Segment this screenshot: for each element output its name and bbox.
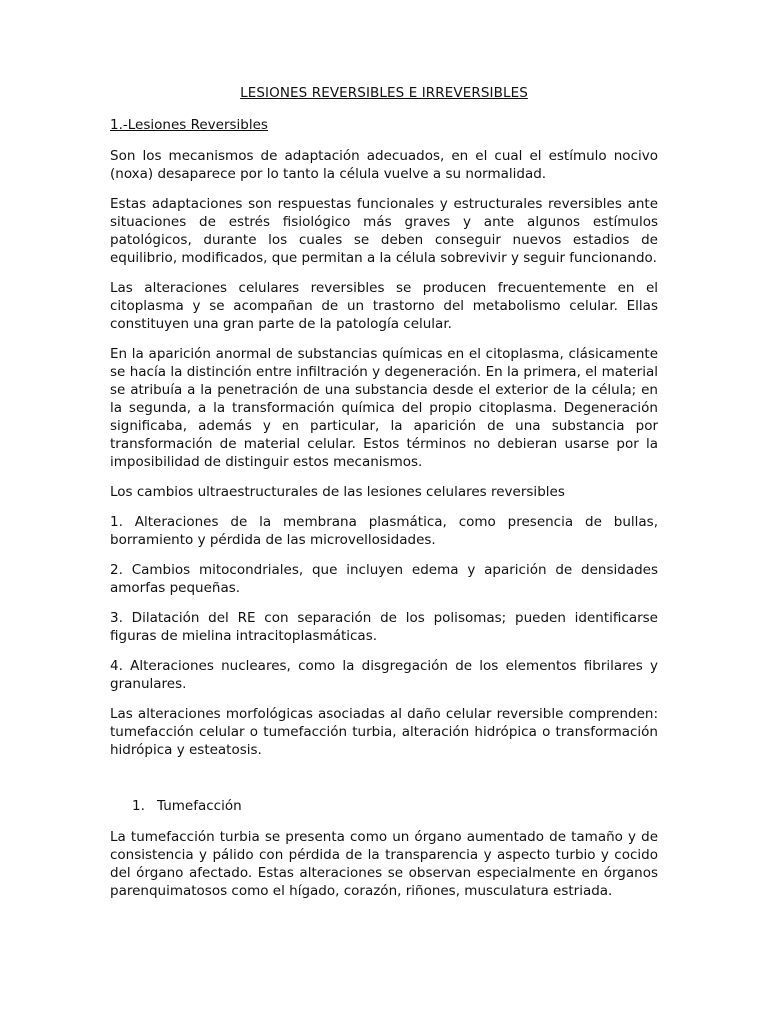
paragraph-item-4: 4. Alteraciones nucleares, como la disgregación de los elementos fibrilares y granulares. bbox=[110, 658, 658, 692]
numbered-heading-tumefaccion bbox=[110, 797, 658, 815]
section-heading: 1.-Lesiones Reversibles bbox=[110, 117, 268, 133]
paragraph-morphological: Las alteraciones morfológicas asociadas al daño celular reversible comprenden: tumefacción celular o tumefacción turbia, alteración hidrópica o transformación hidrópica y esteatosis. bbox=[110, 706, 658, 758]
paragraph-item-3: 3. Dilatación del RE con separación de los polisomas; pueden identificarse figuras de mielina intracitoplasmáticas. bbox=[110, 610, 658, 644]
paragraph-infiltration: En la aparición anormal de substancias químicas en el citoplasma, clásicamente se hacía la distinción entre infiltración y degeneración. En la primera, el material se atribuía a la penetración de una substancia desde el exterior de la célula; en la segunda, a la transformación química del propio citoplasma. Degeneración significaba, además y en particular, la aparición de una substancia por transformación de material celular. Estos términos no debieran usarse por la imposibilidad de distinguir estos mecanismos. bbox=[110, 346, 658, 470]
paragraph-ultrastructural-intro: Los cambios ultraestructurales de las lesiones celulares reversibles bbox=[110, 484, 565, 500]
paragraph-adaptations: Estas adaptaciones son respuestas funcionales y estructurales reversibles ante situaciones de estrés fisiológico más graves y ante algunos estímulos patológicos, durante los cuales se deben conseguir nuevos estadios de equilibrio, modificados, que permitan a la célula sobrevivir y seguir funcionando. bbox=[110, 196, 658, 266]
numbered-heading-number: 1. bbox=[132, 798, 145, 814]
paragraph-cytoplasm: Las alteraciones celulares reversibles se producen frecuentemente en el citoplasma y se acompañan de un trastorno del metabolismo celular. Ellas constituyen una gran parte de la patología celular. bbox=[110, 280, 658, 332]
numbered-heading-label: Tumefacción bbox=[157, 798, 242, 814]
document-page bbox=[110, 84, 658, 912]
paragraph-tumefaccion: La tumefacción turbia se presenta como un órgano aumentado de tamaño y de consistencia y pálido con pérdida de la transparencia y aspecto turbio y cocido del órgano afectado. Estas alteraciones se observan especialmente en órganos parenquimatosos como el hígado, corazón, riñones, musculatura estriada. bbox=[110, 829, 658, 899]
paragraph-definition: Son los mecanismos de adaptación adecuados, en el cual el estímulo nocivo (noxa) desaparece por lo tanto la célula vuelve a su normalidad. bbox=[110, 148, 658, 182]
paragraph-item-2: 2. Cambios mitocondriales, que incluyen edema y aparición de densidades amorfas pequeñas. bbox=[110, 562, 658, 596]
paragraph-item-1: 1. Alteraciones de la membrana plasmática, como presencia de bullas, borramiento y pérdida de las microvellosidades. bbox=[110, 514, 658, 548]
spacer bbox=[110, 771, 658, 797]
document-title: LESIONES REVERSIBLES E IRREVERSIBLES bbox=[240, 85, 528, 101]
